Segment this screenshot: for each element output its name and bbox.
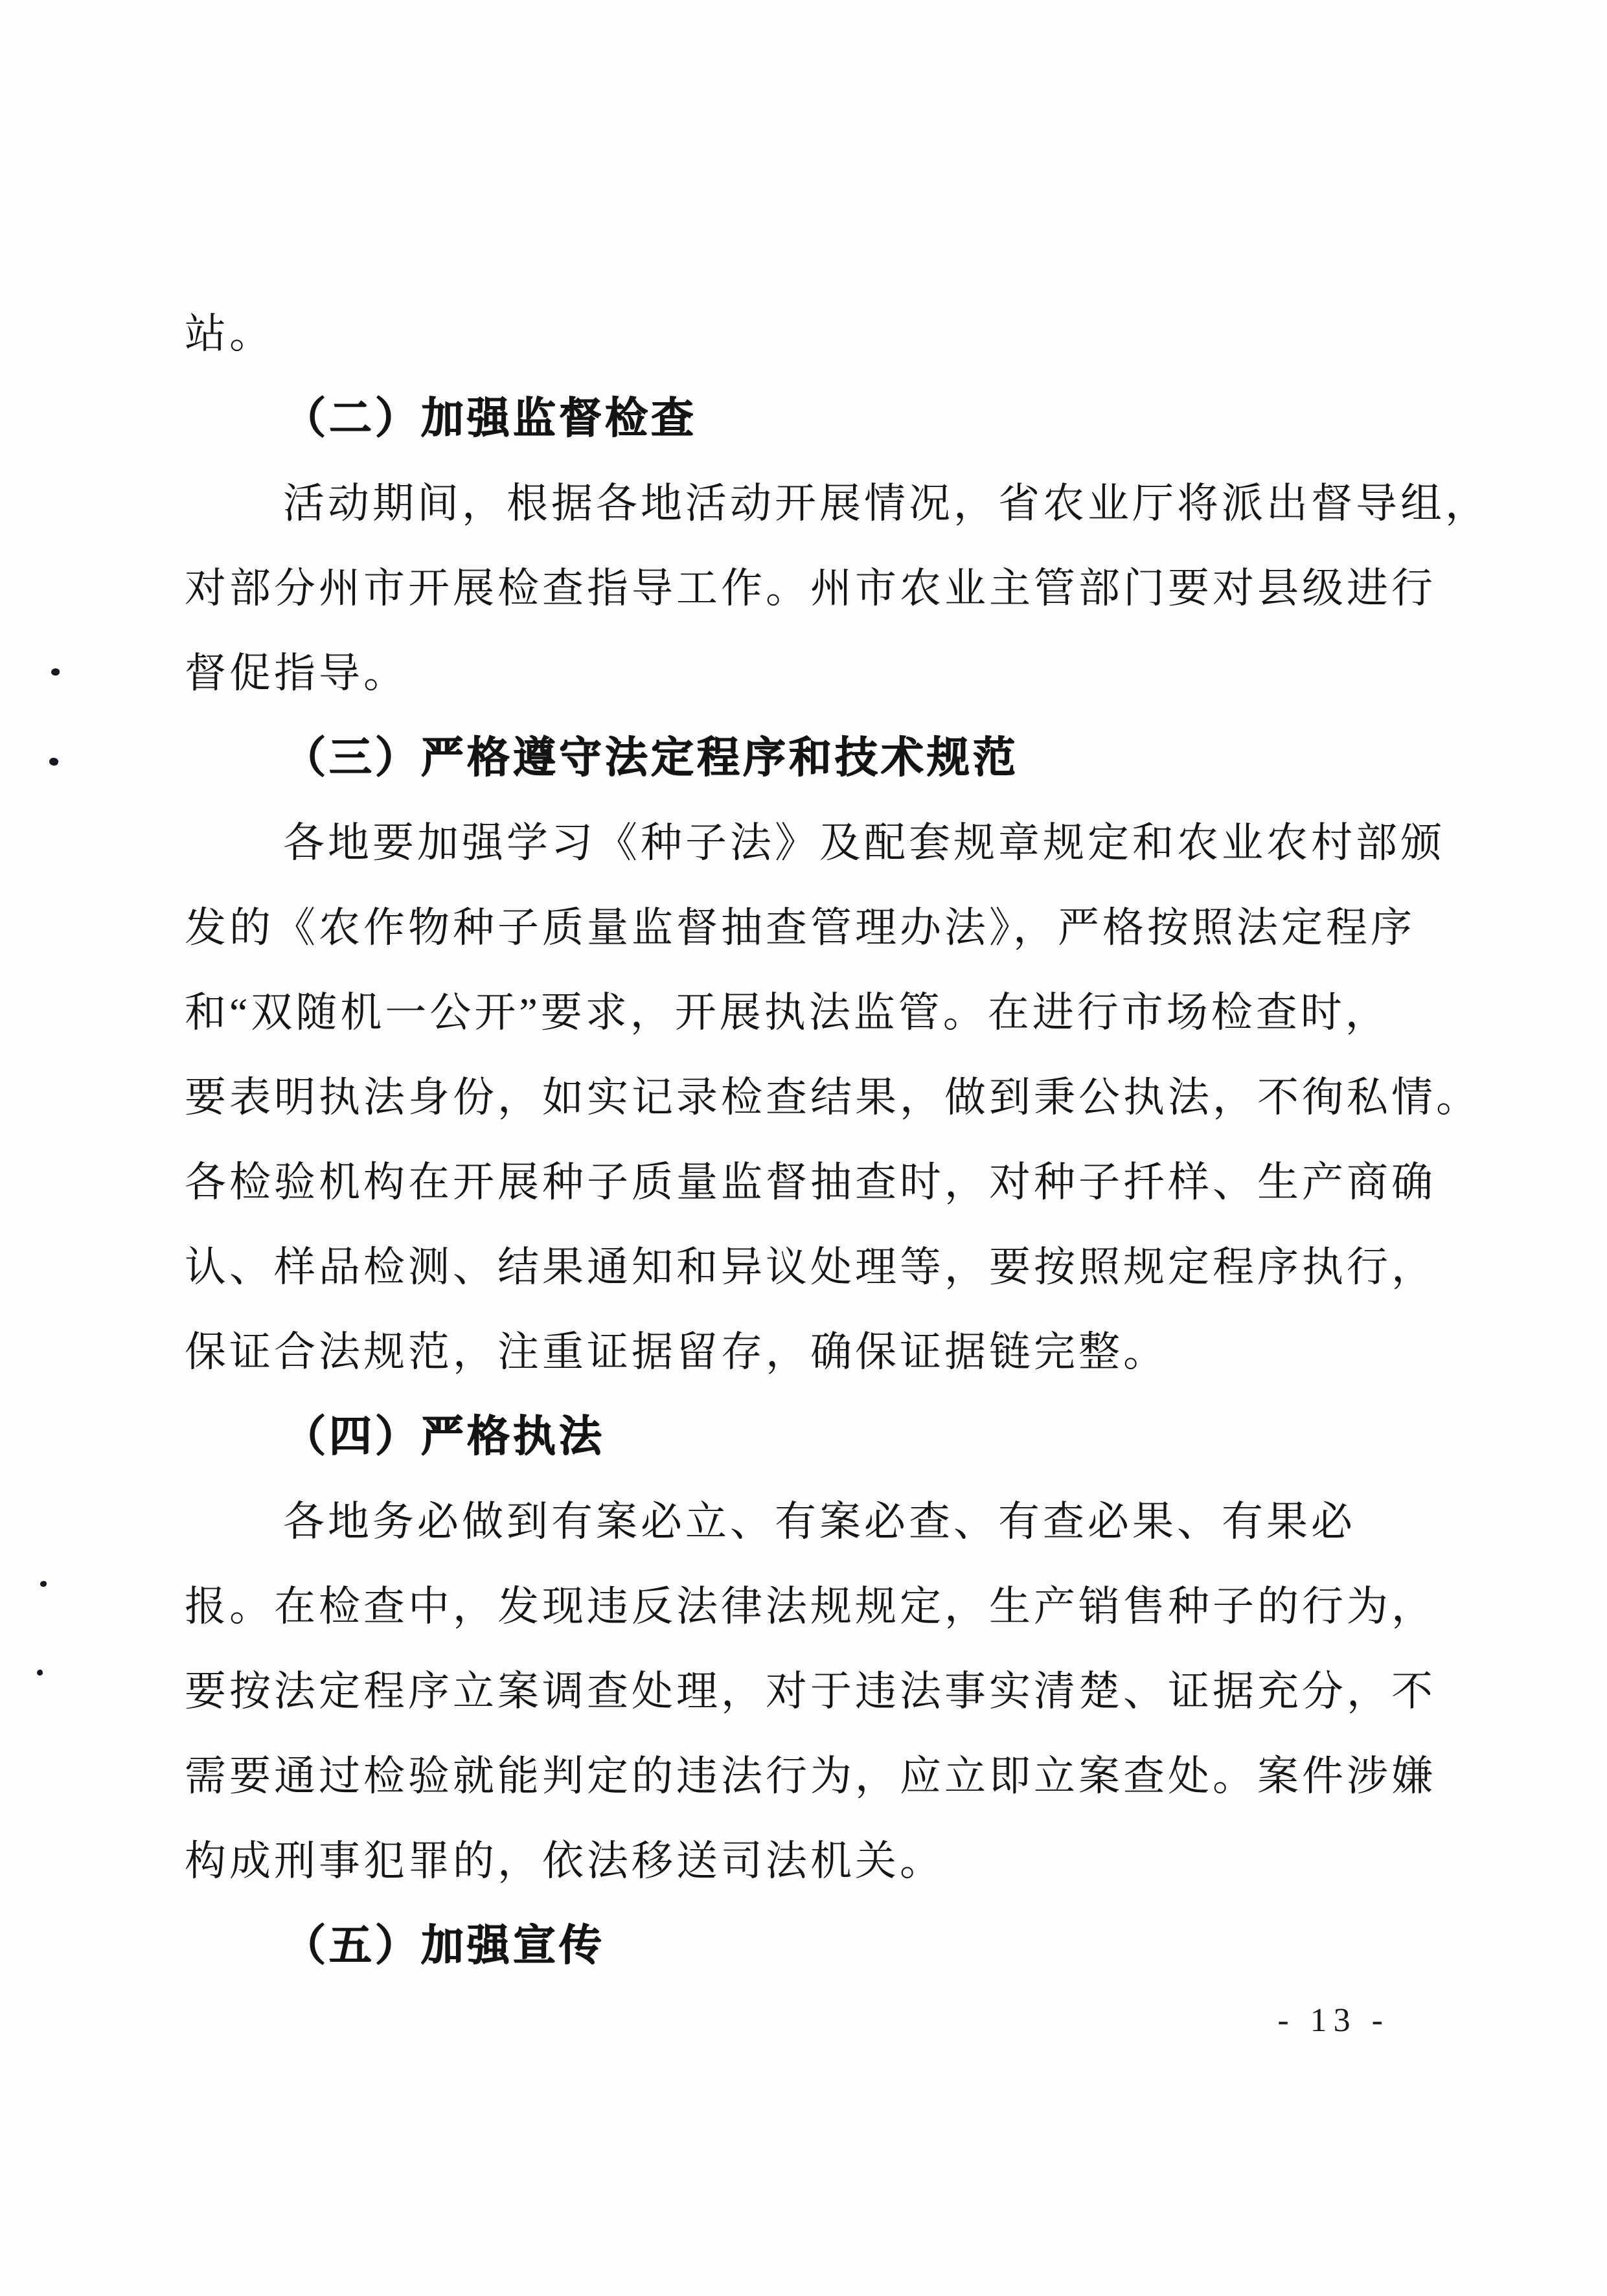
ink-spot (51, 668, 60, 676)
text-line: 各地要加强学习《种子法》及配套规章规定和农业农村部颁 (283, 820, 1445, 866)
page-number: - 13 - (1277, 2002, 1389, 2039)
ink-spot (49, 756, 60, 766)
text-line: （二）加强监督检查 (283, 395, 697, 442)
text-line: 和“双随机一公开”要求，开展执法监管。在进行市场检查时， (185, 990, 1390, 1036)
text-line: （五）加强宣传 (283, 1922, 605, 1970)
text-line: （四）严格执法 (283, 1413, 605, 1461)
text-block (185, 291, 1490, 1988)
ink-spot (36, 1669, 44, 1677)
text-line: 站。 (185, 311, 274, 357)
text-line: 保证合法规范，注重证据留存，确保证据链完整。 (185, 1329, 1168, 1375)
text-line: 需要通过检验就能判定的违法行为，应立即立案查处。案件涉嫌 (185, 1753, 1436, 1799)
text-line: 认、样品检测、结果通知和异议处理等，要按照规定程序执行， (185, 1244, 1436, 1290)
text-line: （三）严格遵守法定程序和技术规范 (283, 734, 1019, 782)
ink-spot (40, 1581, 47, 1587)
text-line: 各地务必做到有案必立、有案必查、有查必果、有果必 (283, 1499, 1356, 1545)
text-line: 发的《农作物种子质量监督抽查管理办法》，严格按照法定程序 (185, 905, 1415, 951)
text-line: 督促指导。 (185, 650, 408, 696)
text-line: 各检验机构在开展种子质量监督抽查时，对种子扦样、生产商确 (185, 1159, 1436, 1205)
text-line: 要表明执法身份，如实记录检查结果，做到秉公执法，不徇私情。 (185, 1074, 1481, 1120)
text-line: 报。在检查中，发现违反法律法规规定，生产销售种子的行为， (185, 1584, 1436, 1630)
text-line: 活动期间，根据各地活动开展情况，省农业厅将派出督导组， (283, 481, 1490, 527)
text-line: 要按法定程序立案调查处理，对于违法事实清楚、证据充分，不 (185, 1668, 1436, 1714)
text-line: 构成刑事犯罪的，依法移送司法机关。 (185, 1838, 944, 1884)
text-line: 对部分州市开展检查指导工作。州市农业主管部门要对县级进行 (185, 565, 1436, 611)
